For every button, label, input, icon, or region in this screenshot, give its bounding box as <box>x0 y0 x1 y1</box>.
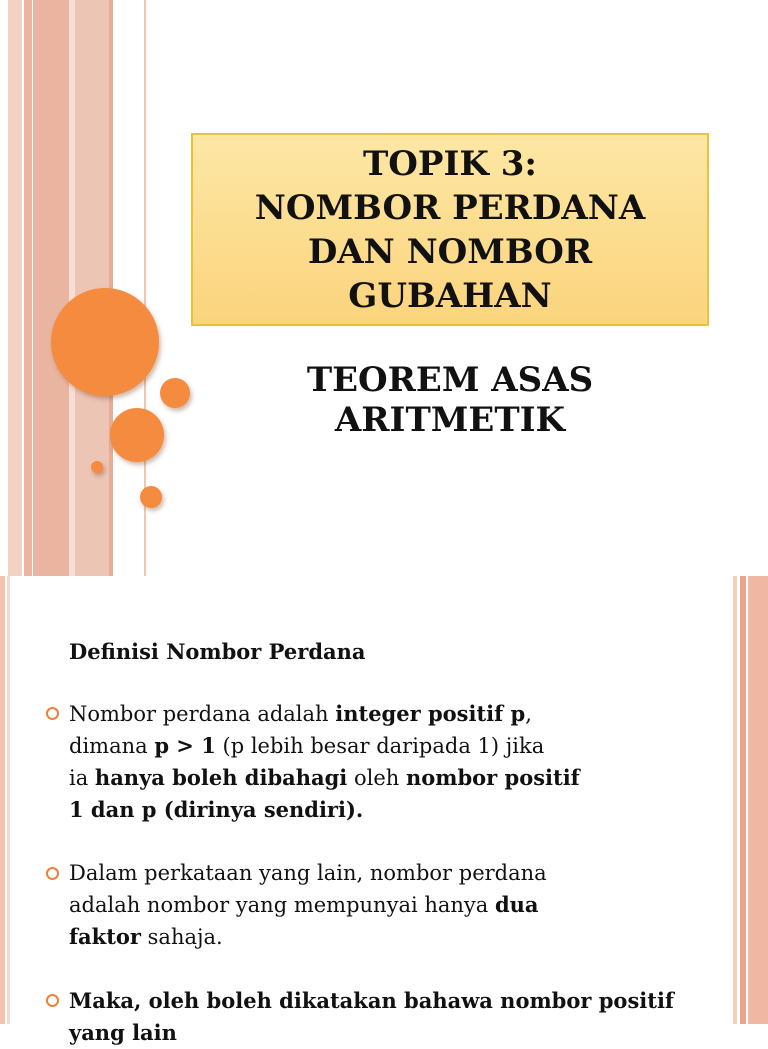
bold-text: p > 1 <box>154 733 216 758</box>
slide-subtitle <box>191 360 709 440</box>
decorative-stripe <box>0 576 5 1024</box>
text: Dalam perkataan yang lain, nombor perdana <box>69 861 547 885</box>
bold-text: integer positif p <box>335 701 526 726</box>
decorative-stripe <box>748 576 768 1024</box>
ring-bullet-icon <box>46 867 59 880</box>
decorative-circle <box>91 461 103 473</box>
title-line: NOMBOR PERDANA <box>254 187 646 228</box>
decorative-stripe <box>24 0 32 576</box>
slide-title-box <box>191 133 709 326</box>
title-line: DAN NOMBOR <box>307 231 593 272</box>
ring-bullet-icon <box>46 707 59 720</box>
text: Nombor perdana adalah <box>69 702 336 726</box>
decorative-stripe <box>33 0 69 576</box>
bold-text: nombor positif <box>405 765 580 790</box>
explanation-bullet <box>46 858 686 953</box>
subtitle-line: ARITMETIK <box>334 400 566 440</box>
title-line: GUBAHAN <box>348 275 552 316</box>
text: oleh <box>347 766 406 790</box>
decorative-circle <box>160 378 190 408</box>
definition-bullet <box>46 698 686 826</box>
slide-content <box>46 636 686 1049</box>
bold-text: dua <box>494 892 539 917</box>
decorative-stripe <box>7 576 10 1024</box>
title-line: TOPIK 3: <box>363 143 537 184</box>
subtitle-line: TEOREM ASAS <box>306 360 594 400</box>
partial-text: Maka, oleh boleh dikatakan bahawa nombor positif yang lain <box>69 988 674 1045</box>
content-slide <box>0 576 768 1045</box>
decorative-stripe <box>740 576 746 1024</box>
decorative-circle <box>140 486 162 508</box>
heading-bullet <box>46 636 686 668</box>
text: dimana <box>69 734 155 758</box>
text: ia <box>69 766 95 790</box>
text: , <box>525 702 532 726</box>
decorative-circle <box>51 288 159 396</box>
decorative-stripe <box>733 576 737 1024</box>
text: sahaja. <box>140 925 223 949</box>
bold-text: 1 dan p (dirinya sendiri). <box>69 797 364 822</box>
bold-text: faktor <box>69 924 141 949</box>
partial-bullet <box>46 985 686 1049</box>
ring-bullet-icon <box>46 994 59 1007</box>
decorative-stripe <box>8 0 22 576</box>
text: adalah nombor yang mempunyai hanya <box>69 893 495 917</box>
text: (p lebih besar daripada 1) jika <box>215 734 545 758</box>
bold-text: hanya boleh dibahagi <box>94 765 348 790</box>
section-heading: Definisi Nombor Perdana <box>69 639 366 664</box>
decorative-circle <box>110 408 164 462</box>
